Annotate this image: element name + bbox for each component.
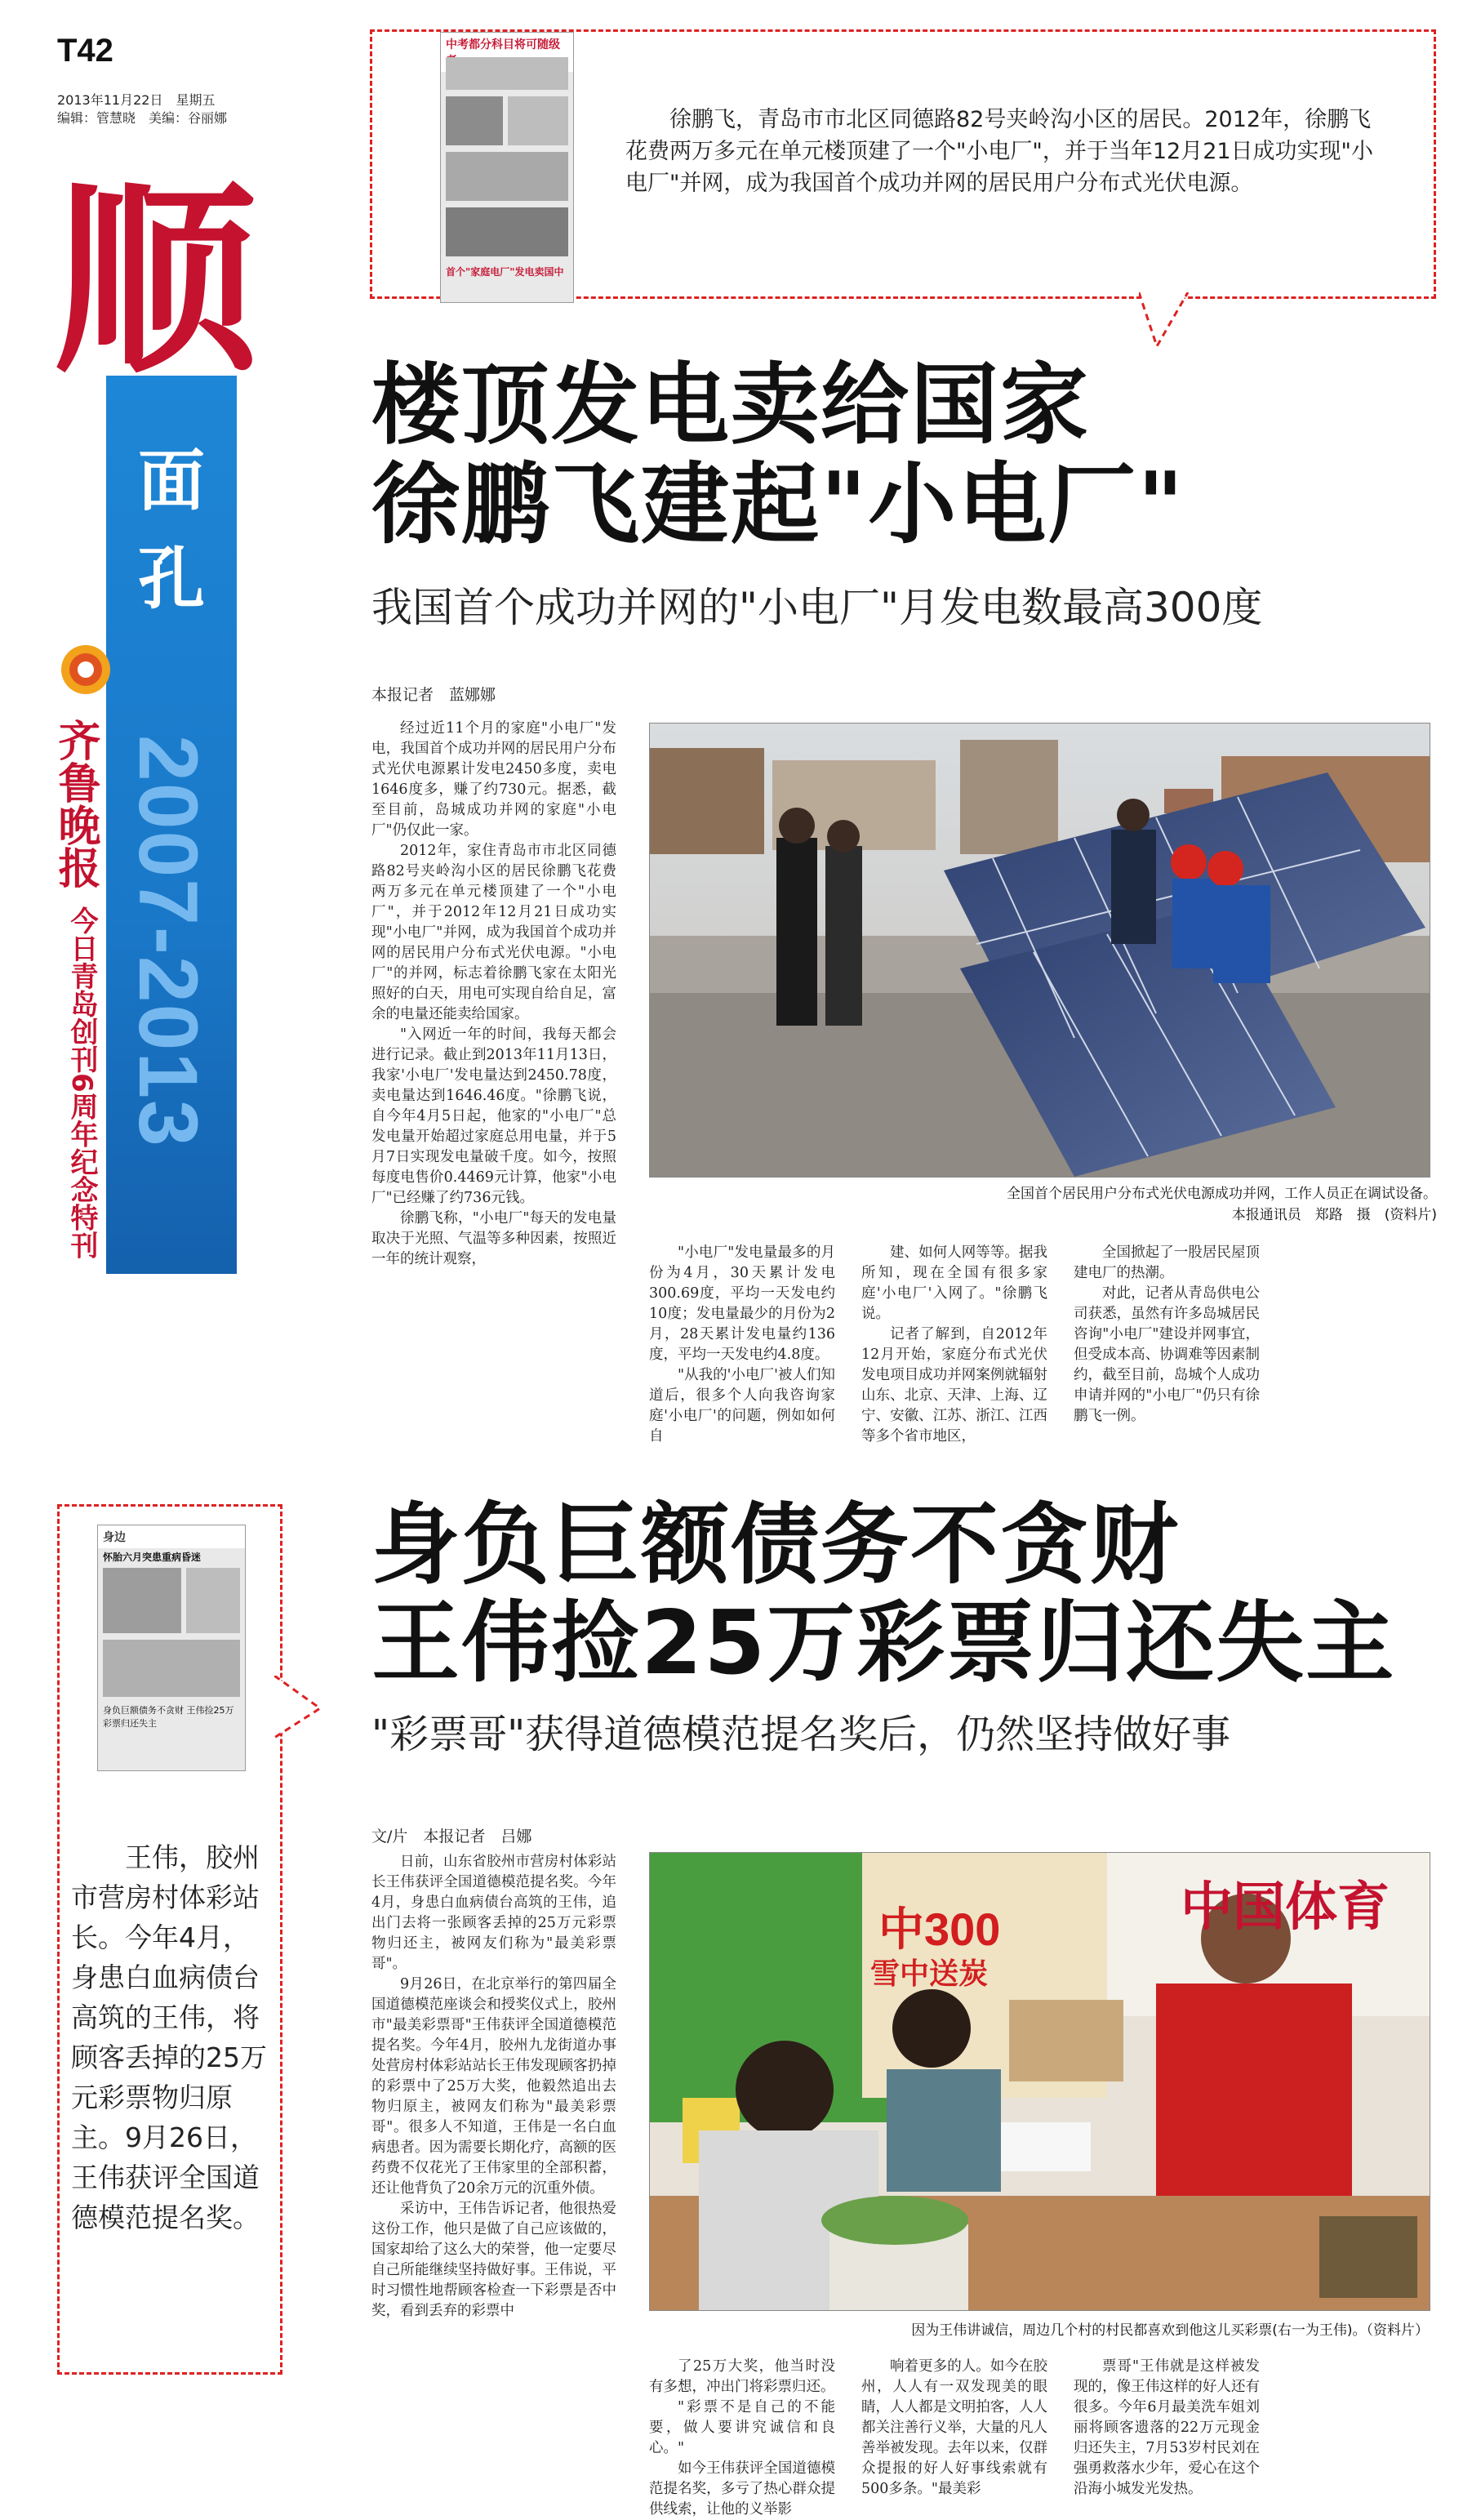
story1-subheadline: 我国首个成功并网的"小电厂"月发电数最高300度 <box>371 584 1263 631</box>
thumb-section: 身边 <box>98 1525 245 1548</box>
story1-column-3 <box>861 1243 1047 1447</box>
paragraph: 了25万大奖，他当时没有多想，冲出门将彩票归还。 <box>649 2358 835 2395</box>
solar-panel-photo <box>649 723 1430 1178</box>
story2-page-thumbnail <box>97 1525 246 1771</box>
paragraph: 建、如何人网等等。据我所知，现在全国有很多家庭'小电厂'入网了。"徐鹏飞说。 <box>861 1244 1047 1322</box>
paragraph: "入网近一年的时间，我每天都会进行记录。截止到2013年11月13日，我家'小电厂'发电量达到2450.78度，卖电量达到1646.46度。"徐鹏飞说，自今年4月5日起，他家的"小电厂"总发电量开始超过家庭总用电量，并于5月7日实现发电量破千度。如今，按照每度电售价0.4469元计算，他家"小电厂"已经赚了约736元钱。 <box>371 1026 616 1206</box>
story1-column-4 <box>1074 1243 1260 1427</box>
thumb-headline: 怀胎六月突患重病昏迷 <box>103 1552 202 1563</box>
photo-sign-2: 中300 <box>878 1903 1001 1955</box>
paragraph: 全国掀起了一股居民屋顶建电厂的热潮。 <box>1074 1244 1260 1281</box>
paragraph: 响着更多的人。如今在胶州，人人有一双发现美的眼睛，人人都是文明拍客，人人都关注善行义举，大量的凡人善举被发现。去年以来，仅群众提报的好人好事线索就有500多条。"最美彩 <box>861 2358 1047 2497</box>
paragraph: 经过近11个月的家庭"小电厂"发电，我国首个成功并网的居民用户分布式光伏电源累计发电2450多度，卖电1646度多，赚了约730元。据悉，截至目前，岛城成功并网的家庭"小电厂"仍仅此一家。 <box>371 720 616 839</box>
paragraph: 日前，山东省胶州市营房村体彩站长王伟获评全国道德模范提名奖。今年4月，身患白血病债台高筑的王伟，追出门去将一张顾客丢掉的25万元彩票物归还主，被网友们称为"最美彩票哥"。 <box>371 1854 616 1972</box>
editor-line: 编辑：管慧晓 美编：谷丽娜 <box>57 110 228 126</box>
story2-photo-caption: 因为王伟讲诚信，周边几个村的村民都喜欢到他这儿买彩票(右一为王伟)。（资料片） <box>911 2322 1429 2339</box>
story2-column-3 <box>861 2357 1047 2500</box>
section-title-char-2: 孔 <box>137 541 205 618</box>
story2-column-4 <box>1074 2357 1260 2500</box>
section-big-char: 顺 <box>53 163 257 400</box>
anniversary-label: 今日青岛创刊6周年纪念特刊 <box>65 906 98 1259</box>
section-title-char-1: 面 <box>137 443 205 520</box>
paragraph: 如今王伟获评全国道德模范提名奖，多亏了热心群众提供线索，让他的义举影 <box>649 2460 835 2518</box>
story2-headline-1: 身负巨额债务不贪财 <box>371 1494 1181 1596</box>
story2-headline-2: 王伟捡25万彩票归还失主 <box>371 1592 1396 1694</box>
story1-byline: 本报记者 蓝娜娜 <box>371 686 496 704</box>
story1-photo-credit: 本报通讯员 郑路 摄 (资料片) <box>1231 1207 1437 1223</box>
story1-photo-caption: 全国首个居民用户分布式光伏电源成功并网，工作人员正在调试设备。 <box>1007 1186 1437 1202</box>
date-line: 2013年11月22日 星期五 <box>57 92 216 108</box>
page-meta <box>57 91 227 127</box>
story1-callout-box <box>370 29 1436 299</box>
paragraph: 2012年，家住青岛市市北区同德路82号夹岭沟小区的居民徐鹏飞花费两万多元在单元楼顶建了一个"小电厂"，并于2012年12月21日成功实现"小电厂"并网，成为我国首个成功并网的居民用户分布式光伏电源。"小电厂"的并网，标志着徐鹏飞家在太阳光照好的白天，用电可实现自给自足，富余的电量还能卖给国家。 <box>371 843 616 1022</box>
story1-headline-1: 楼顶发电卖给国家 <box>371 354 1091 456</box>
newspaper-name: 齐鲁晚报 <box>51 719 100 888</box>
paragraph: 徐鹏飞称，"小电厂"每天的发电量取决于光照、气温等多种因素，按照近一年的统计观察， <box>371 1210 616 1267</box>
story1-column-2 <box>649 1243 835 1447</box>
lottery-shop-photo <box>649 1852 1430 2311</box>
story1-headline-2: 徐鹏飞建起"小电厂" <box>371 454 1185 556</box>
callout-pointer-icon <box>274 1676 331 1741</box>
years-label: 2007-2013 <box>122 735 215 1148</box>
story2-column-1 <box>371 1852 616 2322</box>
story2-callout-box <box>57 1504 282 2375</box>
paragraph: 对此，记者从青岛供电公司获悉，虽然有许多岛城居民咨询"小电厂"建设并网事宜，但受成本高、协调难等因素制约，截至目前，岛城个人成功申请并网的"小电厂"仍只有徐鹏飞一例。 <box>1074 1285 1260 1424</box>
photo-sign-1: 中国体育 <box>1181 1877 1390 1938</box>
thumb-headline: 中考都分科目将可随级 <box>441 33 573 72</box>
thumb-caption: 首个"家庭电厂"发电卖国中 <box>446 266 564 278</box>
paragraph: 记者了解到，自2012年12月开始，家庭分布式光伏发电项目成功并网案例就辐射山东、北京、天津、上海、辽宁、安徽、江苏、浙江、江西等多个省市地区， <box>861 1326 1047 1445</box>
page-number: T42 <box>57 33 113 69</box>
thumb-caption: 身负巨额债务不贪财 王伟捡25万彩票归还失主 <box>103 1705 234 1729</box>
story1-page-thumbnail <box>440 32 574 303</box>
story2-byline: 文/片 本报记者 吕娜 <box>371 1828 532 1845</box>
section-bar <box>106 376 237 1274</box>
story2-callout-text: 王伟，胶州市营房村体彩站长。今年4月，身患白血病债台高筑的王伟，将顾客丢掉的25万元彩票物归原主。9月26日，王伟获评全国道德模范提名奖。 <box>71 1841 267 2233</box>
paragraph: 采访中，王伟告诉记者，他很热爱这份工作，他只是做了自己应该做的，国家却给了这么大的荣誉，他一定要尽自己所能继续坚持做好事。王伟说，平时习惯性地帮顾客检查一下彩票是否中奖，看到丢弃的彩票中 <box>371 2201 616 2319</box>
story1-column-1 <box>371 719 616 1270</box>
callout-pointer-icon <box>1139 292 1204 358</box>
story2-subheadline: "彩票哥"获得道德模范提名奖后，仍然坚持做好事 <box>371 1712 1231 1757</box>
story2-column-2 <box>649 2357 835 2520</box>
story1-callout-text: 徐鹏飞，青岛市市北区同德路82号夹岭沟小区的居民。2012年，徐鹏飞花费两万多元在单元楼顶建了一个"小电厂"，并于当年12月21日成功实现"小电厂"并网，成为我国首个成功并网的居民用户分布式光伏电源。 <box>625 107 1373 196</box>
paragraph: 9月26日，在北京举行的第四届全国道德模范座谈会和授奖仪式上，胶州市"最美彩票哥"王伟获评全国道德模范提名奖。今年4月，胶州九龙街道办事处营房村体彩站站长王伟发现顾客扔掉的彩票中了25万大奖，他毅然追出去物归原主，被网友们称为"最美彩票哥"。很多人不知道，王伟是一名白血病患者。因为需要长期化疗，高额的医药费不仅花光了王伟家里的全部积蓄，还让他背负了20余万元的沉重外债。 <box>371 1976 616 2197</box>
paragraph: 票哥"王伟就是这样被发现的，像王伟这样的好人还有很多。今年6月最美洗车姐刘丽将顾客遗落的22万元现金归还失主，7月53岁村民刘在强勇救落水少年，爱心在这个沿海小城发光发热。 <box>1074 2358 1260 2497</box>
paragraph: "从我的'小电厂'被人们知道后，很多个人向我咨询家庭'小电厂'的问题，例如如何自 <box>649 1367 835 1445</box>
newspaper-logo-icon <box>57 637 114 702</box>
paragraph: "小电厂"发电量最多的月份为4月，30天累计发电300.69度，平均一天发电约10度；发电量最少的月份为2月，28天累计发电量约136度，平均一天发电约4.8度。 <box>649 1244 835 1363</box>
paragraph: "彩票不是自己的不能要，做人要讲究诚信和良心。" <box>649 2399 835 2456</box>
photo-banner: 雪中送炭 <box>870 1957 989 1991</box>
